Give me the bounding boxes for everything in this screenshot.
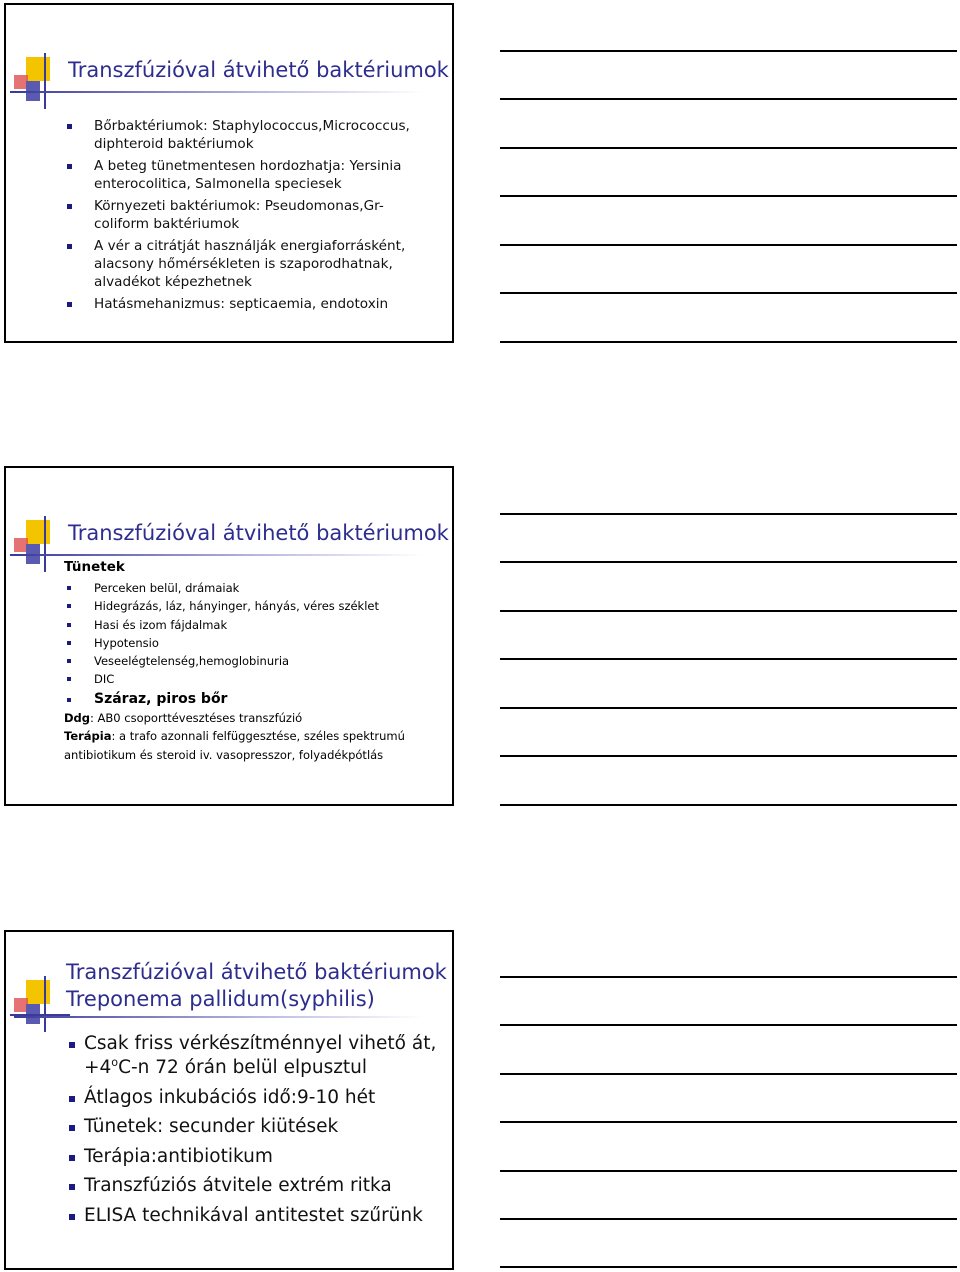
note-line [500, 976, 957, 978]
note-line [500, 50, 957, 52]
square-bullet-icon [69, 1096, 75, 1102]
note-line [500, 1266, 957, 1268]
square-bullet-icon [67, 124, 72, 129]
square-bullet-icon [67, 641, 71, 645]
therapy-text: Terápia: a trafo azonnali felfüggesztése, széles spektrumú antibiotikum és steroid iv. vasopresszor, folyadékpótlás [64, 729, 405, 762]
list-item: Perceken belül, drámaiak [66, 579, 436, 597]
list-item: A vér a citrátját használják energiaforrásként, alacsony hőmérsékleten is szaporodhatnak, alvadékot képezhetnek [66, 237, 436, 291]
list-item: Tünetek: secunder kiütések [66, 1115, 446, 1139]
slide-1 [4, 3, 454, 343]
list-item: ELISA technikával antitestet szűrünk [66, 1204, 446, 1228]
slide-subtitle: Treponema pallidum(syphilis) [66, 987, 375, 1011]
square-bullet-icon [69, 1214, 75, 1220]
list-item: Hasi és izom fájdalmak [66, 616, 436, 634]
note-line [500, 1024, 957, 1026]
note-line [500, 195, 957, 197]
note-line [500, 1170, 957, 1172]
list-item: Veseelégtelenség,hemoglobinuria [66, 652, 436, 670]
square-bullet-icon [69, 1184, 75, 1190]
note-line [500, 658, 957, 660]
note-line [500, 755, 957, 757]
list-item: Hidegrázás, láz, hányinger, hányás, véres széklet [66, 597, 436, 615]
note-line [500, 561, 957, 563]
square-bullet-icon [67, 164, 72, 169]
list-item: A beteg tünetmentesen hordozhatja: Yersinia enterocolitica, Salmonella speciesek [66, 157, 436, 193]
note-line [500, 707, 957, 709]
slide-logo-icon [10, 53, 70, 109]
list-item: Környezeti baktériumok: Pseudomonas,Gr- coliform baktériumok [66, 197, 436, 233]
bullet-list [66, 1032, 446, 1233]
note-line [500, 610, 957, 612]
note-line [500, 804, 957, 806]
list-item: Hatásmehanizmus: septicaemia, endotoxin [66, 295, 436, 313]
list-item: Bőrbaktériumok: Staphylococcus,Micrococcus, diphteroid baktériumok [66, 117, 436, 153]
list-item: Terápia:antibiotikum [66, 1145, 446, 1169]
list-item: Csak friss vérkészítménnyel vihető át, $+4^oC-n$ 72 órán belül elpusztul [66, 1032, 446, 1080]
square-bullet-icon [67, 623, 71, 627]
note-line [500, 1218, 957, 1220]
square-bullet-icon [67, 659, 71, 663]
note-line [500, 513, 957, 515]
symptoms-heading: Tünetek [64, 559, 125, 575]
slide-logo-icon [10, 976, 70, 1032]
slide-3 [4, 930, 454, 1270]
square-bullet-icon [69, 1042, 75, 1048]
list-item: Átlagos inkubációs idő:9-10 hét [66, 1086, 446, 1110]
note-line [500, 244, 957, 246]
note-line [500, 1073, 957, 1075]
slide-title: Transzfúzióval átvihető baktériumok [68, 521, 449, 545]
list-item: Transzfúziós átvitele extrém ritka [66, 1174, 446, 1198]
bullet-list [66, 117, 436, 317]
title-underline [14, 554, 424, 556]
square-bullet-icon [67, 244, 72, 249]
square-bullet-icon [67, 302, 72, 307]
slide-2 [4, 466, 454, 806]
note-line [500, 98, 957, 100]
note-line [500, 341, 957, 343]
note-line [500, 147, 957, 149]
square-bullet-icon [67, 604, 71, 608]
slide-title: Transzfúzióval átvihető baktériumok [68, 58, 449, 82]
diagnosis-text: Ddg: AB0 csoporttévesztéses transzfúzió [64, 711, 303, 725]
square-bullet-icon [67, 698, 71, 702]
list-item: Száraz, piros bőr [66, 689, 436, 710]
slide-title: Transzfúzióval átvihető baktériumok [66, 960, 447, 984]
note-line [500, 292, 957, 294]
slide-logo-icon [10, 516, 70, 572]
title-underline [14, 91, 424, 93]
symptom-list [66, 579, 436, 710]
square-bullet-icon [67, 586, 71, 590]
square-bullet-icon [67, 204, 72, 209]
square-bullet-icon [69, 1125, 75, 1131]
list-item: DIC [66, 670, 436, 688]
title-underline [14, 1016, 424, 1018]
square-bullet-icon [69, 1155, 75, 1161]
list-item: Hypotensio [66, 634, 436, 652]
square-bullet-icon [67, 677, 71, 681]
note-line [500, 1121, 957, 1123]
